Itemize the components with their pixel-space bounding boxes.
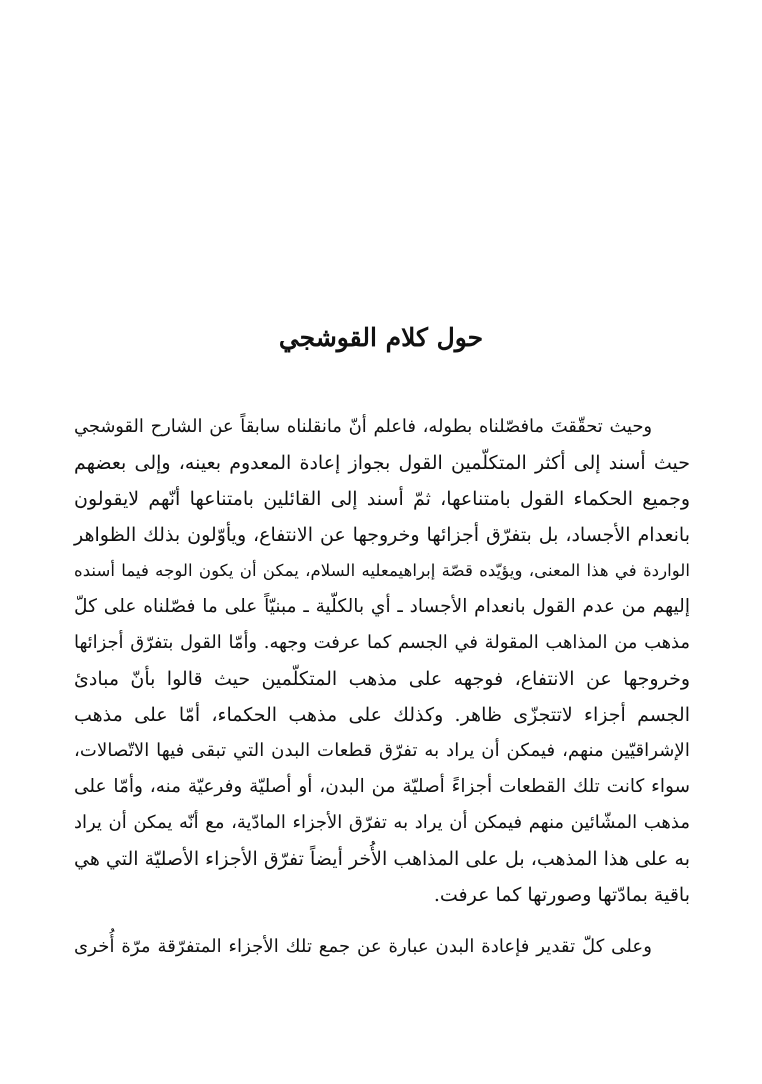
text-line: وعلى كلّ تقدير فإعادة البدن عبارة عن جمع تلك الأجزاء المتفرّقة مرّة أُخرى bbox=[74, 936, 652, 957]
paragraph-2 bbox=[74, 929, 690, 965]
text-line: بانعدام الأجساد، بل بتفرّق أجزائها وخروجها عن الانتفاع، ويأوّلون بذلك الظواهر bbox=[74, 524, 690, 546]
text-line: مذهب من المذاهب المقولة في الجسم كما عرفت وجهه. وأمّا القول بتفرّق أجزائها bbox=[74, 632, 690, 653]
text-line: إليهم من عدم القول بانعدام الأجساد ـ أي بالكلّية ـ مبنيّاً على ما فصّلناه على كلّ bbox=[74, 596, 690, 617]
text-line: وحيث تحقّقتَ مافصّلناه بطوله، فاعلم أنّ مانقلناه سابقاً عن الشارح القوشجي bbox=[74, 416, 652, 437]
text-line: مذهب المشّائين منهم فيمكن أن يراد به تفرّق الأجزاء المادّية، مع أنّه يمكن أن يراد bbox=[74, 812, 690, 833]
text-line: وخروجها عن الانتفاع، فوجهه على مذهب المتكلّمين حيث قالوا بأنّ مبادئ bbox=[74, 668, 690, 690]
text-line: حيث أسند إلى أكثر المتكلّمين القول بجواز إعادة المعدوم بعينه، وإلى بعضهم bbox=[74, 452, 690, 474]
text-line: الجسم أجزاء لاتتجزّى ظاهر. وكذلك على مذهب الحكماء، أمّا على مذهب bbox=[74, 704, 690, 726]
text-line: الواردة في هذا المعنى، ويؤيّده قصّة إبراهيمعليه السلام، يمكن أن يكون الوجه فيما أسنده bbox=[74, 561, 690, 580]
text-line: سواء كانت تلك القطعات أجزاءً أصليّة من البدن، أو أصليّة وفرعيّة منه، وأمّا على bbox=[74, 776, 690, 797]
text-line: به على هذا المذهب، بل على المذاهب الأُخر أيضاً تفرّق الأجزاء الأصليّة التي هي bbox=[74, 848, 690, 870]
text-line: الإشراقيّين منهم، فيمكن أن يراد به تفرّق قطعات البدن التي تبقى فيها الاتّصالات، bbox=[74, 740, 690, 761]
text-line: باقية بمادّتها وصورتها كما عرفت. bbox=[433, 884, 690, 906]
body-text bbox=[74, 409, 690, 965]
paragraph-1 bbox=[74, 409, 690, 913]
section-title: حول كلام القوشجي bbox=[278, 323, 484, 352]
text-line: وجميع الحكماء القول بامتناعها، ثمّ أسند إلى القائلين بامتناعها أنّهم لايقولون bbox=[74, 488, 690, 510]
